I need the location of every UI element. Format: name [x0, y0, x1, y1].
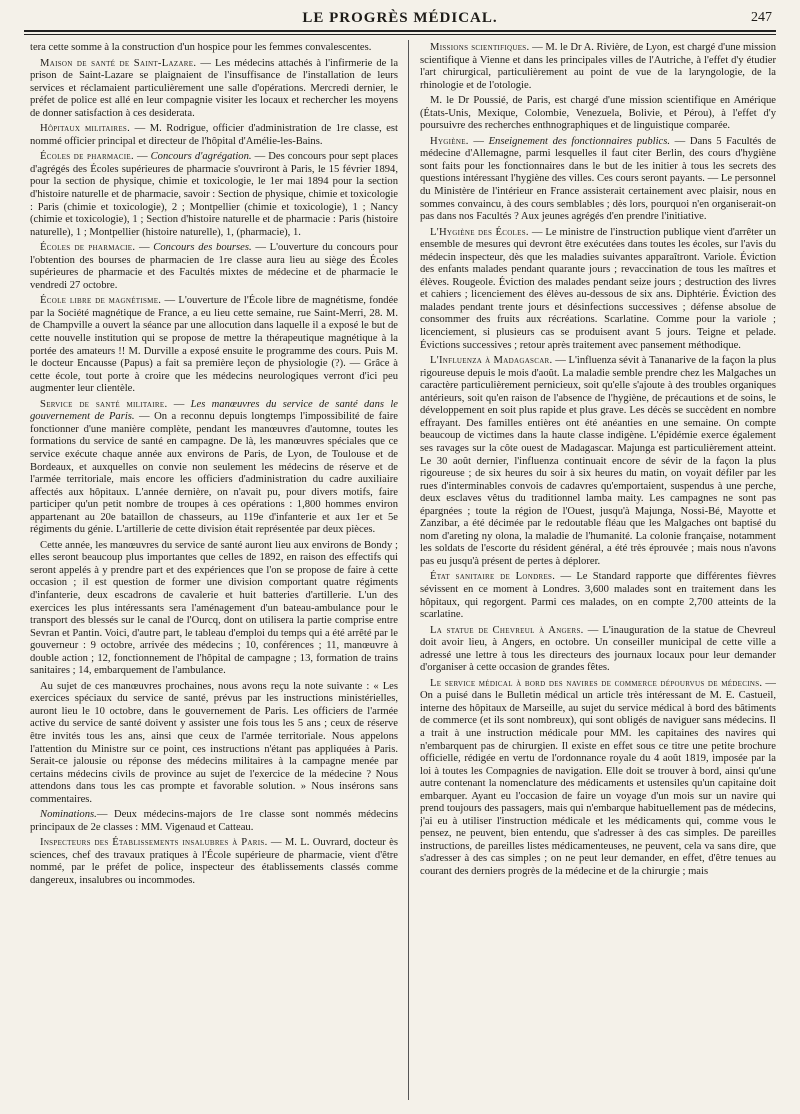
article-paragraph: Cette année, les manœuvres du service de santé auront lieu aux environs de Bondy ; elles seront beaucoup plus importantes que celles de 1892, en raison des effectifs qui seront appelés à y prendre part et des expériences que l'on se propose de faire à cette occasion ; il est question de former une division comportant quatre régiments d'infanterie, deux escadrons de cavalerie et huit batteries d'artillerie. L'un des exercices les plus intéressants sera l'aménagement d'un bateau-ambulance pour le transport des blessés sur le canal de l'Ourcq, dont on utilisera la partie comprise entre Sevran et Pantin. Voici, d'autre part, le tableau d'emploi du temps qui a été arrêté par le gouverneur : 9 octobre, arrivée des médecins ; 10, conférences ; 11, manœuvre à double action ; 12, fonctionnement de l'hôpital de campagne ; 13, formation de trains sanitaires ; 14, embarquement de l'ambulance. — [30, 539, 398, 677]
article-heading: Service de santé militaire. — [40, 398, 168, 410]
article-heading: Écoles de pharmacie. — [40, 242, 136, 254]
article-paragraph: Maison de santé de Saint-Lazare. — Les médecins attachés à l'infirmerie de la prison de Saint-Lazare se plaignaient de l'insuffisance de l'installation de leurs services et réclamaient particulièrement une salle d'opérations. Mercredi dernier, le préfet de police est allé en leur compagnie visiter les locaux et rechercher les moyens de donner satisfaction à ces desiderata. — [30, 57, 398, 119]
left-column — [30, 42, 398, 1110]
article-paragraph: M. le Dr Poussié, de Paris, est chargé d'une mission scientifique en Amérique (États-Unis, Mexique, Colombie, Venezuela, Bolivie, et Pérou), à l'effet d'y poursuivre des recherches enthnographiques et de linguistique comparée. — [420, 95, 776, 132]
right-column — [420, 42, 776, 1110]
page-title: LE PROGRÈS MÉDICAL. — [302, 10, 498, 26]
article-paragraph: Nominations.— Deux médecins-majors de 1re classe sont nommés médecins principaux de 2e classes : MM. Vigenaud et Catteau. — [30, 809, 398, 833]
article-heading: État sanitaire de Londres. — [430, 571, 556, 583]
article-paragraph: Hygiène. — Enseignement des fonctionnaires publics. — Dans 5 Facultés de médecine d'Allemagne, parmi lesquelles il faut citer Berlin, des cours d'hygiène sont faits pour les fonctionnaires dans le but de les initier à tous les secrets des questions intéressant l'hygiène des villes. Ces cours seront payants. — Le personnel du Ministère de l'intérieur en France assisterait certainement avec plaisir, nous en sommes convaincu, à des cours semblables ; dès lors, pourquoi n'en organiserait-on pas dans nos Facultés ? Aux jeunes agrégés d'en prendre l'initiative. — [420, 135, 776, 223]
article-paragraph: tera cette somme à la construction d'un hospice pour les femmes convalescentes. — [30, 42, 372, 53]
article-heading: La statue de Chevreul à Angers. — [430, 624, 584, 636]
article-heading: Le service médical à bord des navires de commerce dépourvus de médecins. — [430, 677, 763, 689]
article-heading: École libre de magnétisme. — [40, 295, 162, 307]
column-divider — [408, 40, 409, 1100]
article-paragraph: Au sujet de ces manœuvres prochaines, nous avons reçu la note suivante : « Les exercices spéciaux du service de santé, prévus par les instructions ministérielles, auront lieu le 10 octobre, dans le gouvernement de Paris. Les officiers de l'armée active du service de santé doivent y assister une fois tous les 5 ans ; ceux de réserve être invités tous les ans, ainsi que ceux de l'armée territoriale. Nous appelons l'attention du Ministre sur ce point, ces instructions n'étant pas appliquées à Paris. Serait-ce jalousie ou réponse des médecins militaires à la campagne menée par certains médecins civils de province au sujet de l'exercice de la médecine ? Nous attendons dans tous les cas prompte et favorable solution. » Nous insérons sans commentaires. — [30, 680, 398, 805]
article-heading: Missions scientifiques. — [430, 42, 530, 53]
article-subheading: Concours d'agrégation. — [150, 151, 252, 163]
article-subheading: Les manœuvres du service de santé dans le gouvernement de Paris. — [30, 398, 398, 423]
article-heading: Hôpitaux militaires. — [40, 123, 131, 135]
article-paragraph: L'Hygiène des Écoles. — Le ministre de l'instruction publique vient d'arrêter un ensemble de mesures qui devront être exécutées dans toutes les écoles, sur l'avis du médecin inspecteur, dès que les maladies suivantes apparaîtront. Variole. Éviction des enfants malades pendant quarante jours ; revaccination de tous les maîtres et élèves. Rougeole. Éviction des malades pendant seize jours ; destruction des livres et cahiers ; licenciement des élèves au-dessous de six ans. Diphtérie. Éviction des malades pendant trente jours et désinfections successives ; défense absolue de consommer des fruits aux récréations. Scarlatine. Comme pour la variole ; licenciement, si plusieurs cas se produisent avant 5 jours. Teigne et pelade. Évictions successives ; retour après traitement avec pansement méthodique. — [420, 226, 776, 351]
article-paragraph: Le service médical à bord des navires de commerce dépourvus de médecins. — On a puisé dans le Bulletin médical un article très intéressant de M. E. Castueil, interne des hôpitaux de Marseille, au sujet du service médical à bord des bâtiments de commerce (et ils sont nombreux), qui sont obligés de naviguer sans médecins. Il a trait à une instruction médicale pour MM. les capitaines des navires qui n'embarquent pas de chirurgien. Il existe en effet sous ce titre une petite brochure officielle, rédigée en vertu de l'ordonnance royale du 4 août 1819, imposée par la loi à toutes les Compagnies de navigation. Elle doit se trouver à bord, ainsi qu'une autre contenant la nomenclature des médicaments et ustensiles qu'un capitaine doit embarquer. Ayant eu l'occasion de faire un voyage d'un mois sur un navire qui prend toujours des passagers, mais qui n'embarque habituellement pas de médecins, j'ai eu à utiliser l'instruction médicale et les médicaments qui, comme vous le pensez, ne peuvent, bien entendu, que s'adresser à des cas simples. De pareilles instructions, de pareilles listes médicamenteuses, ne peuvent, cela va sans dire, que s'adresser à des cas simples ; on ne peut leur demander, en effet, d'être tenues au courant des derniers progrès de la médecine et de la chirurgie ; mais — [420, 677, 776, 877]
article-paragraph: Hôpitaux militaires. — M. Rodrigue, officier d'administration de 1re classe, est nommé officier principal et directeur de l'hôpital d'Amélie-les-Bains. — [30, 123, 398, 147]
article-heading: Maison de santé de Saint-Lazare. — [40, 57, 197, 69]
article-paragraph: La statue de Chevreul à Angers. — L'inauguration de la statue de Chevreul doit avoir lieu, à Angers, en octobre. Un conseiller municipal de cette ville a adressé une lettre à tous les directeurs des journaux locaux pour leur demander d'organiser à cette occasion de grandes fêtes. — [420, 624, 776, 674]
article-paragraph: Missions scientifiques. — M. le Dr A. Rivière, de Lyon, est chargé d'une mission scientifique à Vienne et dans les principales villes de l'Autriche, à l'effet d'y étudier l'art chirurgical, particulièrement au point de vue de la laryngologie, de la rhinologie et de l'otologie. — [420, 42, 776, 91]
header-rule — [24, 30, 776, 35]
article-heading: Hygiène. — [430, 135, 469, 147]
article-paragraph: L'Influenza à Madagascar. — L'influenza sévit à Tananarive de la façon la plus rigoureuse depuis le mois d'août. La maladie semble prendre chez les Malgaches un caractère particulièrement pernicieux, soit qu'elle s'ajoute à des troubles organiques antérieurs, soit qu'en raison de l'absence de l'hygiène, de précautions et de soins, le développement en soit plus rapide et plus grave. Les décès se succèdent en nombre effrayant. Des familles entières ont été anéanties en une semaine. On compte beaucoup de victimes dans la haute classe indigène. L'épidémie exerce également ses ravages sur la côte ouest de Madagascar. Majunga est particulièrement atteint. Le 30 août dernier, l'influenza continuait encore de sévir de la façon la plus rigoureuse ; de six heures du soir à six heures du matin, on voyait défiler par les rues d'interminables convois de cadavres qu'emportaient, suspendus à une perche, deux esclaves vêtus du traditionnel lamba maity. Les campagnes ne sont pas épargnées ; toute la région de l'Ouest, jusqu'à Majunga, Nossi-Bé, Mayotte et Zanzibar, a été décimée par le redoutable fléau que les Malgaches ont baptisé du nom d'areting ny olona, la maladie de l'humanité. La colonie française, notamment les soldats de l'escorte du résident général, a été très éprouvée ; mais nous n'avons pas eu jusqu'à présent de pertes à déplorer. — [420, 355, 776, 567]
article-paragraph: Écoles de pharmacie. — Concours des bourses. — L'ouverture du concours pour l'obtention des bourses de pharmacien de 1re classe aura lieu au siège des Écoles supérieures de pharmacie et des Facultés mixtes de médecine et de pharmacie le vendredi 27 octobre. — [30, 242, 398, 291]
article-paragraph: État sanitaire de Londres. — Le Standard rapporte que différentes fièvres sévissent en ce moment à Londres. 3,600 malades sont en traitement dans les hôpitaux, qui regorgent. Parmi ces malades, on en compte 2,700 atteints de la scarlatine. — [420, 571, 776, 621]
article-paragraph: Inspecteurs des Établissements insalubres à Paris. — M. L. Ouvrard, docteur ès sciences, chef des travaux pratiques à l'École supérieure de pharmacie, vient d'être nommé, par le préfet de police, inspecteur des établissements classés comme dangereux, insalubres ou incommodes. — [30, 837, 398, 886]
article-paragraph: Service de santé militaire. — Les manœuvres du service de santé dans le gouvernement de Paris. — On a reconnu depuis longtemps l'impossibilité de faire fonctionner d'une manière complète, pendant les manœuvres d'automne, toutes les formations du service de santé en campagne. De là, les manœuvres spéciales que ce service exécute chaque année aux environs de Paris, de Lyon, de Toulouse et de Bordeaux, et auxquelles on convie non seulement les médecins de réserve et de l'armée territoriale, mais encore les officiers d'administration du cadre auxiliaire affectés aux hôpitaux. L'année dernière, on n'avait pu, pour divers motifs, faire participer qu'un petit nombre de troupes à ces opérations : 1,800 hommes environ appartenant au 20e bataillon de chasseurs, au 119e d'infanterie et aux 1er et 5e régiments du génie. L'artillerie de cette division était représentée par deux pièces. — [30, 398, 398, 536]
article-heading: Écoles de pharmacie. — [40, 151, 134, 163]
article-paragraph: École libre de magnétisme. — L'ouverture de l'École libre de magnétisme, fondée par la Société magnétique de France, a eu lieu cette semaine, rue Saint-Merri, 28. M. de Champville a ouvert la séance par une allocution dans laquelle il a exposé le but de cette nouvelle institution qui se propose de mettre la thérapeutique magnétique à la portée des amateurs !! M. Durville a exposé ensuite le programme des cours. Puis M. le docteur Encausse (Papus) a fait sa première leçon de physiologie (?). — Grâce à cette école, tout porte à croire que les médecins neurologiques verront d'ici peu augmenter leur clientèle. — [30, 295, 398, 395]
article-heading: L'Influenza à Madagascar. — [430, 355, 553, 367]
article-paragraph: Écoles de pharmacie. — Concours d'agrégation. — Des concours pour sept places d'agrégés des Écoles supérieures de pharmacie s'ouvriront à Paris, le 15 février 1894, pour la section de physique, chimie et toxicologie, le 1er mai 1894 pour la section d'histoire naturelle et de pharmacie, savoir : Section de physique, chimie et toxicologie : Paris (chimie et toxicologie), 2 ; Montpellier (chimie et toxicologie), 1 ; Nancy (chimie et toxicologie), 1 ; Section d'histoire naturelle et de pharmacie : Paris (histoire naturelle), 1 ; Montpellier (histoire naturelle), 1, (pharmacie), 1. — [30, 151, 398, 238]
page-number: 247 — [751, 10, 772, 25]
article-subheading: Nominations. — [40, 809, 97, 821]
article-subheading: Concours des bourses. — [153, 242, 252, 254]
article-heading: L'Hygiène des Écoles. — [430, 226, 529, 238]
article-subheading: Enseignement des fonctionnaires publics. — [488, 135, 670, 147]
running-head — [24, 10, 776, 32]
article-heading: Inspecteurs des Établissements insalubres à Paris. — [40, 837, 268, 849]
